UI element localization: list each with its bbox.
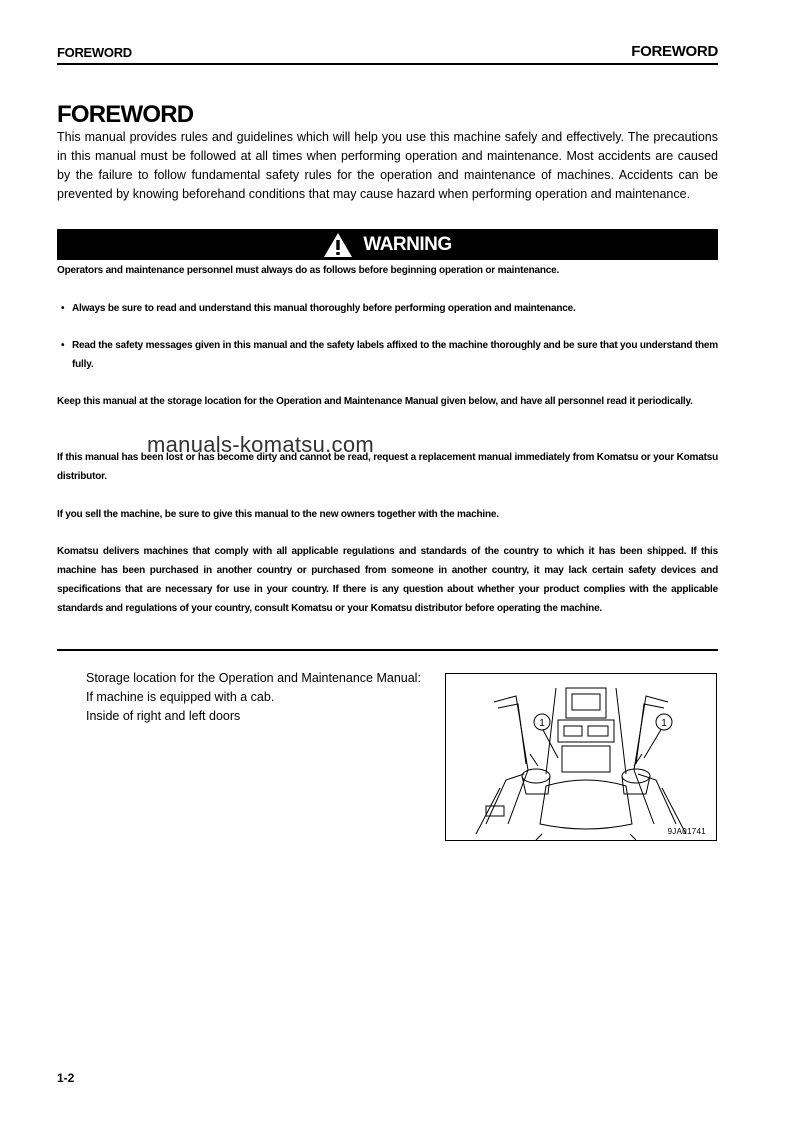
storage-line: Inside of right and left doors (86, 709, 241, 723)
bullet-text: Read the safety messages given in this manual and the safety labels affixed to the machine thoroughly and be sure that you understand them fully. (72, 340, 718, 370)
warning-lead: Operators and maintenance personnel must always do as follows before beginning operation or maintenance. (57, 265, 560, 276)
warning-bullet (57, 336, 718, 374)
warning-paragraph: Keep this manual at the storage location for the Operation and Maintenance Manual given below, and have all personnel read it periodically. (57, 396, 693, 407)
figure-code: 9JA01741 (667, 827, 706, 836)
storage-line: Storage location for the Operation and Maintenance Manual: (86, 671, 421, 685)
storage-line: If machine is equipped with a cab. (86, 690, 275, 704)
bullet-marker: • (61, 340, 65, 351)
header-rule (57, 63, 718, 65)
header-left-title: FOREWORD (57, 45, 132, 60)
cab-interior-illustration (446, 674, 716, 840)
page-number: 1-2 (57, 1071, 75, 1085)
warning-banner (57, 229, 718, 260)
intro-paragraph: This manual provides rules and guidelines which will help you use this machine safely and effectively. The precautions in this manual must be followed at all times when performing operation and maintenance. Most accidents are caused by the failure to follow fundamental safety rules for the operation and maintenance of machines. Accidents can be prevented by knowing beforehand conditions that may cause hazard when performing operation and maintenance. (57, 130, 718, 201)
header-right-title: FOREWORD (631, 43, 718, 60)
page-title: FOREWORD (57, 101, 194, 128)
section-rule (57, 649, 718, 651)
warning-paragraph: Komatsu delivers machines that comply with all applicable regulations and standards of the country to which it has been shipped. If this machine has been purchased in another country or purchased from someone in another country, it may lack certain safety devices and specifications that are necessary for use in your country. If there is any question about whether your product complies with the applicable standards and regulations of your country, consult Komatsu or your Komatsu distributor before operating the machine. (57, 546, 718, 614)
warning-paragraph: If you sell the machine, be sure to give this manual to the new owners together with the machine. (57, 509, 499, 520)
callout-number: 1 (539, 718, 545, 729)
cab-interior-figure (445, 673, 717, 841)
bullet-marker: • (61, 303, 65, 314)
storage-location-text (86, 669, 421, 726)
warning-triangle-icon (323, 232, 353, 258)
watermark: manuals-komatsu.com (147, 432, 374, 457)
bullet-text: Always be sure to read and understand this manual thoroughly before performing operation and maintenance. (72, 303, 576, 314)
callout-number: 1 (661, 718, 667, 729)
warning-paragraph: If this manual has been lost or has become dirty and cannot be read, request a replacement manual immediately from Komatsu or your Komatsu distributor. (57, 452, 718, 482)
warning-bullet (57, 299, 718, 318)
warning-label: WARNING (363, 233, 452, 255)
